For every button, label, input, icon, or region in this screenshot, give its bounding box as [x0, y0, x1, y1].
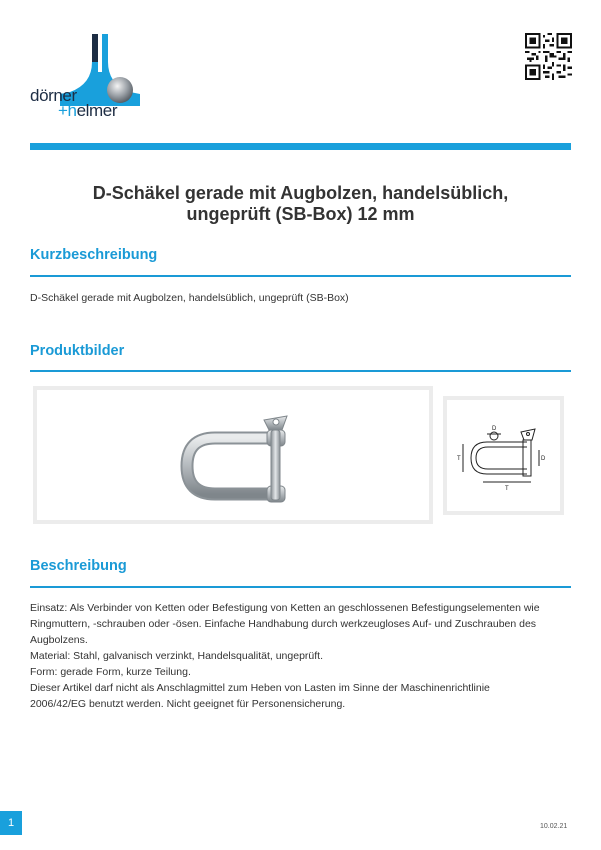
- drawing-label-t-left: T: [457, 456, 461, 462]
- drawing-label-t-bottom: T: [505, 486, 509, 492]
- technical-drawing: [447, 400, 560, 511]
- section-heading-description: Beschreibung: [30, 558, 127, 574]
- brand-text-1a: d: [30, 86, 40, 105]
- description-line: Form: gerade Form, kurze Teilung.: [30, 666, 191, 678]
- description-line: Dieser Artikel darf nicht als Anschlagmittel zum Heben von Lasten im Sinne der Maschinenrichtlinie: [30, 682, 490, 694]
- drawing-label-d-top: D: [492, 426, 497, 432]
- section-heading-images: Produktbilder: [30, 343, 125, 359]
- footer-date: 10.02.21: [540, 823, 568, 830]
- description-line: Einsatz: Als Verbinder von Ketten oder Befestigung von Ketten an geschlossenen Befestigungselementen wie: [30, 602, 540, 614]
- description-line: 2006/42/EG benutzt werden. Nicht geeignet für Personensicherung.: [30, 698, 346, 710]
- qr-code: [525, 33, 572, 80]
- brand-wordmark: [30, 88, 117, 118]
- brand-text-2b: elmer: [76, 101, 118, 120]
- header-bar: [30, 143, 571, 150]
- page-number-badge: 1: [0, 811, 22, 835]
- page-title: [30, 183, 571, 225]
- drawing-label-d-side: D: [541, 456, 546, 462]
- section-heading-short-description: Kurzbeschreibung: [30, 247, 158, 263]
- description-line: Material: Stahl, galvanisch verzinkt, Handelsqualität, ungeprüft.: [30, 650, 323, 662]
- short-description-text: D-Schäkel gerade mit Augbolzen, handelsüblich, ungeprüft (SB-Box): [30, 292, 349, 304]
- description-line: Ringmuttern, -schrauben oder -ösen. Einfache Handhabung durch werkzeugloses Auf- und Zuschrauben des: [30, 618, 537, 630]
- product-photo-frame[interactable]: [33, 386, 433, 524]
- section-divider: [30, 370, 571, 372]
- brand-text-1b: örner: [39, 86, 77, 105]
- section-divider: [30, 586, 571, 588]
- brand-text-2a: +h: [58, 101, 77, 120]
- description-body: [30, 600, 571, 712]
- section-divider: [30, 275, 571, 277]
- title-line-1: D-Schäkel gerade mit Augbolzen, handelsüblich,: [92, 183, 509, 203]
- title-line-2: ungeprüft (SB-Box) 12 mm: [186, 204, 415, 224]
- shackle-photo: [37, 390, 429, 520]
- description-line: Augbolzens.: [30, 634, 88, 646]
- technical-drawing-frame[interactable]: [443, 396, 564, 515]
